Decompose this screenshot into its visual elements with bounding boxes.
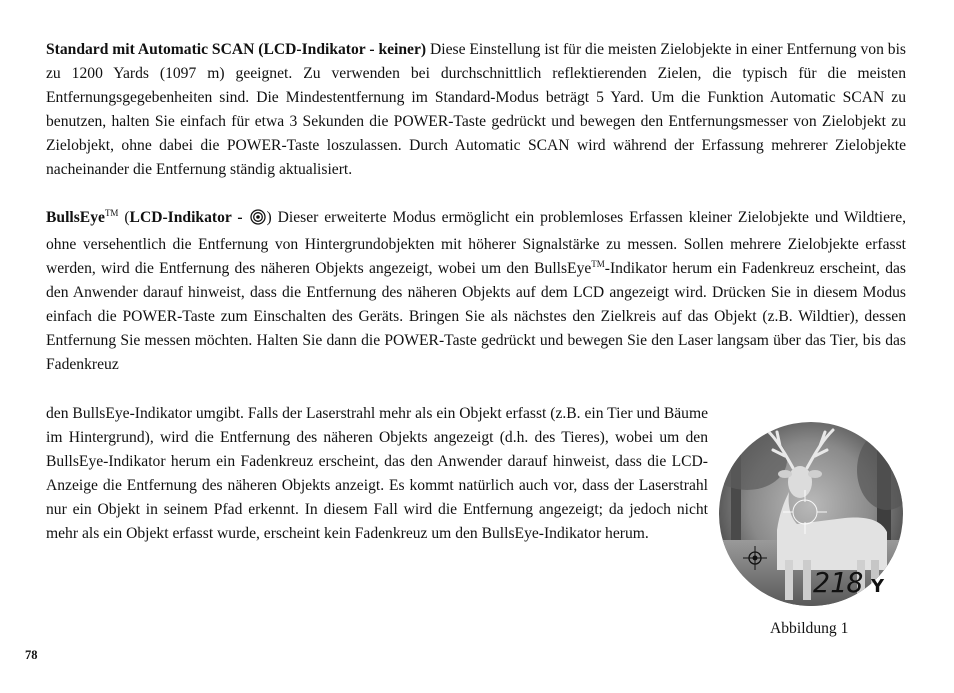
document-page [46, 38, 907, 542]
standard-mode-heading: Standard mit Automatic SCAN (LCD-Indikator - keiner) [46, 41, 427, 58]
standard-mode-text: Diese Einstellung ist für die meisten Zielobjekte in einer Entfernung von bis zu 1200 Yards (1097 m) geeignet. Zu verwenden bei durchschnittlich reflektierenden Zielen, die typisch für die meisten Entfernungsgegebenheiten sind. Die Mindestentfernung im Standard-Modus beträgt 5 Yard. Um die Funktion Automatic SCAN zu benutzen, halten Sie einfach für etwa 3 Sekunden die POWER-Taste gedrückt und bewegen den Entfernungsmesser von Zielobjekt zu Zielobjekt, ohne dabei die POWER-Taste loszulassen. Durch Automatic SCAN wird während der Erfassung mehrerer Zielobjekte nacheinander die Entfernung ständig aktualisiert. [46, 41, 906, 178]
paragraph-standard-mode [46, 38, 906, 182]
bullseye-heading-text: LCD-Indikator - [129, 209, 249, 226]
paragraph-bullseye-continued: den BullsEye-Indikator umgibt. Falls der Laserstrahl mehr als ein Objekt erfasst (z.B. ein Tier und Bäume im Hintergrund), wird die Entfernung des näheren Objekts angezeigt (d.h. des Tieres), wobei um den BullsEye-Indikator herum ein Fadenkreuz erscheint, das den Anwender darauf hinweist, dass die LCD-Anzeige die Entfernung des näheren Objekts anzeigt. Es kommt natürlich auch vor, dass der Laserstrahl nur ein Objekt in seinem Pfad erkennt. In diesem Fall wird die Entfernung angezeigt; da jedoch nicht mehr als ein Objekt erfasst wurde, erscheint kein Fadenkreuz um den BullsEye-Indikator herum. [46, 405, 708, 542]
figure-caption: Abbildung 1 [770, 620, 849, 637]
heading-open-paren: ( [118, 209, 130, 226]
distance-readout: 218 [813, 566, 864, 599]
trademark-mark: TM [104, 208, 119, 218]
bullseye-target-icon [250, 209, 266, 233]
deer-photo-image [717, 420, 905, 608]
bullseye-brand: BullsEye [46, 209, 105, 226]
page-number: 78 [25, 648, 38, 662]
bullseye-text-b: -Indikator herum ein Fadenkreuz erscheint, das den Anwender darauf hinweist, dass die Entfernung des näheren Objekts auf dem LCD angezeigt wird. Drücken Sie in diesem Modus einfach die POWER-Taste zum Einschalten des Geräts. Bringen Sie als nächstes den Zielkreis auf das Objekt (z.B. Wildtier), dessen Entfernung Sie messen möchten. Halten Sie dann die POWER-Taste gedrückt und bewegen Sie den Laser langsam über das Tier, bis das Fadenkreuz [46, 260, 906, 373]
distance-unit: Y [871, 576, 885, 597]
bullseye-text-a: Dieser erweiterte Modus ermöglicht ein problemloses Erfassen kleiner Zielobjekte und Wildtiere, ohne versehentlich die Entfernung von Hintergrundobjekten mit höherer Signalstärke zu messen. Sollen mehrere Zielobjekte erfasst werden, wird die Entfernung des näheren Objekts angezeigt, wobei um den BullsEye [46, 209, 907, 277]
heading-close-paren: ) [266, 209, 272, 226]
paragraph-bullseye-mode [46, 206, 906, 377]
bullseye-heading [130, 209, 267, 226]
rangefinder-view-figure [717, 420, 905, 608]
trademark-mark-2: TM [591, 259, 605, 269]
